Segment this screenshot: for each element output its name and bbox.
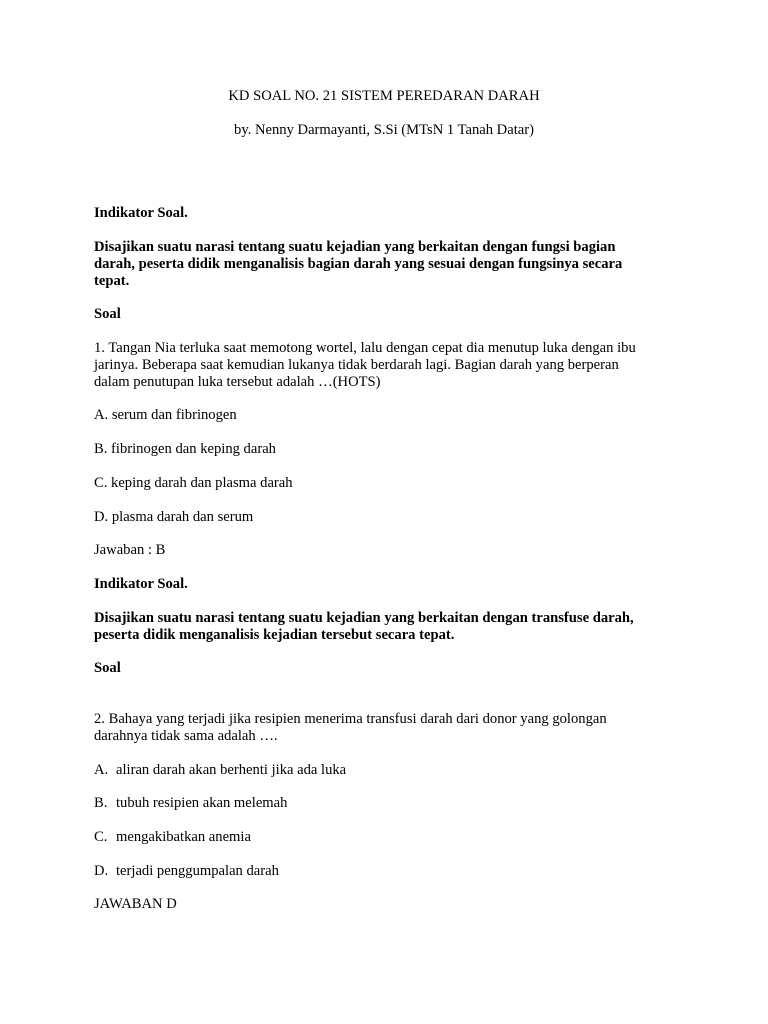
q1-answer: Jawaban : B bbox=[94, 542, 166, 558]
q1-indicator-line-2: darah, peserta didik menganalisis bagian darah yang sesuai dengan fungsinya secara bbox=[94, 256, 623, 272]
q2-option-d-letter: D. bbox=[94, 863, 109, 879]
q2-answer: JAWABAN D bbox=[94, 896, 177, 912]
q2-soal-label: Soal bbox=[94, 660, 121, 676]
q2-option-a-letter: A. bbox=[94, 762, 109, 778]
q2-option-b-letter: B. bbox=[94, 795, 108, 811]
q1-soal-label: Soal bbox=[94, 306, 121, 322]
q2-option-b-text: tubuh resipien akan melemah bbox=[116, 795, 288, 811]
q1-indicator-line-3: tepat. bbox=[94, 273, 130, 289]
q1-option-a: A. serum dan fibrinogen bbox=[94, 407, 237, 423]
q1-question-line-1: 1. Tangan Nia terluka saat memotong wortel, lalu dengan cepat dia menutup luka dengan ibu bbox=[94, 340, 636, 356]
q1-option-c: C. keping darah dan plasma darah bbox=[94, 475, 293, 491]
q1-question-line-3: dalam penutupan luka tersebut adalah …(HOTS) bbox=[94, 374, 381, 390]
q2-indicator-label: Indikator Soal. bbox=[94, 576, 188, 592]
q2-option-c bbox=[94, 829, 674, 846]
q2-option-a bbox=[94, 762, 674, 779]
q2-option-d-text: terjadi penggumpalan darah bbox=[116, 863, 279, 879]
q1-indicator-label: Indikator Soal. bbox=[94, 205, 188, 221]
q2-question-line-2: darahnya tidak sama adalah …. bbox=[94, 728, 278, 744]
q2-option-b bbox=[94, 795, 674, 812]
q2-indicator-line-1: Disajikan suatu narasi tentang suatu kejadian yang berkaitan dengan transfuse darah, bbox=[94, 610, 634, 626]
q2-option-a-text: aliran darah akan berhenti jika ada luka bbox=[116, 762, 347, 778]
q2-option-d bbox=[94, 863, 674, 880]
q1-indicator-line-1: Disajikan suatu narasi tentang suatu kejadian yang berkaitan dengan fungsi bagian bbox=[94, 239, 616, 255]
q2-option-c-text: mengakibatkan anemia bbox=[116, 829, 251, 845]
q1-option-d: D. plasma darah dan serum bbox=[94, 509, 254, 525]
q2-option-c-letter: C. bbox=[94, 829, 108, 845]
q2-indicator-line-2: peserta didik menganalisis kejadian tersebut secara tepat. bbox=[94, 627, 455, 643]
document-author: by. Nenny Darmayanti, S.Si (MTsN 1 Tanah Datar) bbox=[234, 122, 534, 138]
q1-option-b: B. fibrinogen dan keping darah bbox=[94, 441, 276, 457]
q1-question-line-2: jarinya. Beberapa saat kemudian lukanya tidak berdarah lagi. Bagian darah yang berperan bbox=[94, 357, 619, 373]
q2-question-line-1: 2. Bahaya yang terjadi jika resipien menerima transfusi darah dari donor yang golongan bbox=[94, 711, 607, 727]
document-title: KD SOAL NO. 21 SISTEM PEREDARAN DARAH bbox=[228, 88, 540, 104]
